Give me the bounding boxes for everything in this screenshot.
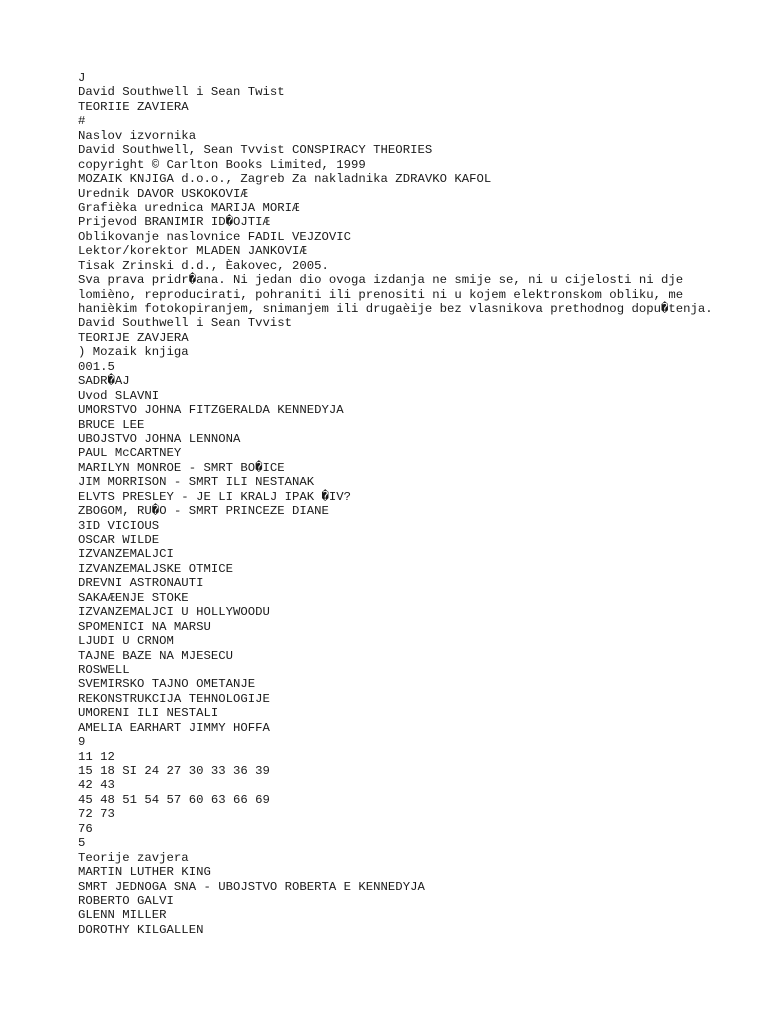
text-line: J xyxy=(78,71,86,85)
text-line: Tisak Zrinski d.d., Èakovec, 2005. xyxy=(78,258,329,273)
text-line: SMRT JEDNOGA SNA - UBOJSTVO ROBERTA E KENNEDYJA xyxy=(78,879,425,894)
text-line: 11 12 xyxy=(78,749,115,764)
text-line: OSCAR WILDE xyxy=(78,533,160,547)
text-line: Oblikovanje naslovnice FADIL VEJZOVIC xyxy=(78,229,352,244)
text-line: TEORIJE ZAVJERA xyxy=(78,330,189,345)
text-line: Prijevod BRANIMIR ID�OJTIÆ xyxy=(78,215,270,230)
text-line: 5 xyxy=(78,836,86,851)
text-line: Lektor/korektor MLADEN JANKOVIÆ xyxy=(78,244,307,259)
text-line: Uvod SLAVNI xyxy=(78,388,160,403)
text-line: JIM MORRISON - SMRT ILI NESTANAK xyxy=(78,475,315,490)
text-line: ROBERTO GALVI xyxy=(78,893,174,908)
text-line: Grafièka urednica MARIJA MORIÆ xyxy=(78,200,300,215)
text-line: IZVANZEMALJCI xyxy=(78,547,174,562)
text-line: PAUL McCARTNEY xyxy=(78,446,182,461)
text-line: Naslov izvornika xyxy=(78,128,197,143)
text-line: ROSWELL xyxy=(78,662,130,677)
text-line: MOZAIK KNJIGA d.o.o., Zagreb Za nakladnika ZDRAVKO KAFOL xyxy=(78,172,492,187)
text-line: David Southwell i Sean Twist xyxy=(78,85,285,100)
text-line: SPOMENICI NA MARSU xyxy=(78,619,211,634)
text-line: 42 43 xyxy=(78,778,115,793)
text-line: 72 73 xyxy=(78,807,115,822)
text-line: David Southwell i Sean Tvvist xyxy=(78,316,293,331)
text-line: 001.5 xyxy=(78,359,115,374)
text-line: 45 48 51 54 57 60 63 66 69 xyxy=(78,792,270,807)
text-line: BRUCE LEE xyxy=(78,417,145,432)
text-line: IZVANZEMALJSKE OTMICE xyxy=(78,561,233,576)
text-line: IZVANZEMALJCI U HOLLYWOODU xyxy=(78,605,270,620)
text-line: 9 xyxy=(78,735,86,750)
text-line: Sva prava pridr�ana. Ni jedan dio ovoga izdanja ne smije se, ni u cijelosti ni dje xyxy=(78,273,684,288)
text-line: AMELIA EARHART JIMMY HOFFA xyxy=(78,720,270,735)
text-line: # xyxy=(78,114,86,129)
text-line: David Southwell, Sean Tvvist CONSPIRACY THEORIES xyxy=(78,143,433,158)
text-line: 3ID VICIOUS xyxy=(78,518,160,533)
text-line: LJUDI U CRNOM xyxy=(78,634,174,649)
text-line: UMORSTVO JOHNA FITZGERALDA KENNEDYJA xyxy=(78,403,344,418)
text-line: SADR�AJ xyxy=(78,374,130,389)
text-line: DOROTHY KILGALLEN xyxy=(78,922,204,937)
text-line: DREVNI ASTRONAUTI xyxy=(78,576,204,591)
text-line: SVEMIRSKO TAJNO OMETANJE xyxy=(78,677,256,692)
text-line: UMORENI ILI NESTALI xyxy=(78,706,219,721)
text-line: GLENN MILLER xyxy=(78,908,167,923)
text-line: REKONSTRUKCIJA TEHNOLOGIJE xyxy=(78,691,270,706)
text-line: ELVTS PRESLEY - JE LI KRALJ IPAK �IV? xyxy=(78,489,352,504)
text-line: copyright © Carlton Books Limited, 1999 xyxy=(78,157,366,172)
text-line: UBOJSTVO JOHNA LENNONA xyxy=(78,431,241,446)
text-line: 15 18 SI 24 27 30 33 36 39 xyxy=(78,764,270,778)
text-line: Urednik DAVOR USKOKOVIÆ xyxy=(78,186,248,201)
text-line: ) Mozaik knjiga xyxy=(78,345,189,360)
text-line: hanièkim fotokopiranjem, snimanjem ili drugaèije bez vlasnikova prethodnog dopu�tenja. xyxy=(78,302,713,316)
text-line: TEORIIE ZAVIERA xyxy=(78,99,189,114)
text-line: MARTIN LUTHER KING xyxy=(78,865,211,880)
text-line: TAJNE BAZE NA MJESECU xyxy=(78,648,233,663)
text-line: MARILYN MONROE - SMRT BO�ICE xyxy=(78,460,285,475)
document-text xyxy=(78,71,758,937)
text-line: Teorije zavjera xyxy=(78,850,189,865)
text-line: SAKAÆENJE STOKE xyxy=(78,590,189,605)
text-line: ZBOGOM, RU�O - SMRT PRINCEZE DIANE xyxy=(78,504,329,519)
text-line: lomièno, reproducirati, pohraniti ili prenositi ni u kojem elektronskom obliku, me xyxy=(78,287,684,302)
text-line: 76 xyxy=(78,821,93,836)
